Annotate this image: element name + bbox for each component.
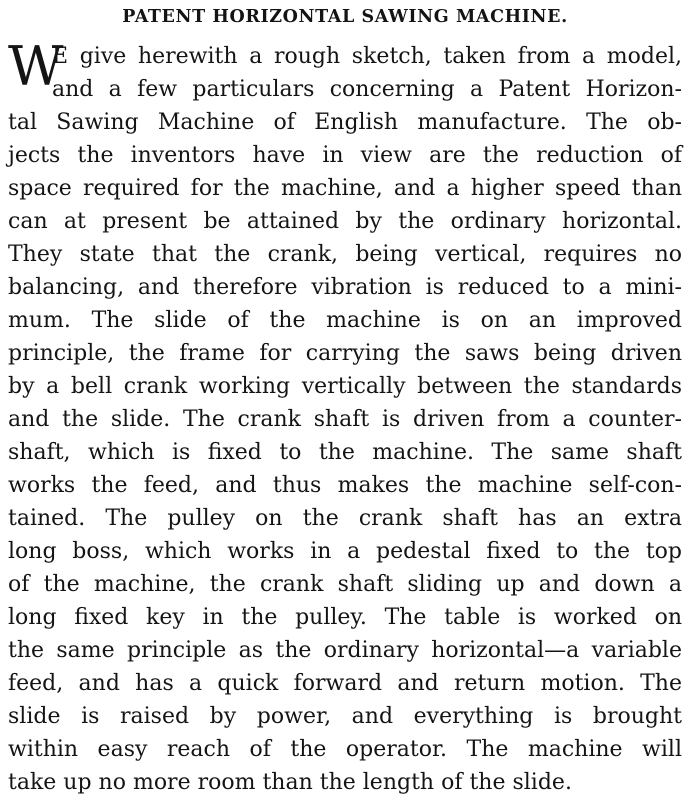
body-line: space required for the machine, and a higher speed than — [8, 176, 682, 201]
body-line: and a few particulars concerning a Patent Horizon- — [52, 77, 682, 102]
body-line: shaft, which is fixed to the machine. The same shaft — [8, 440, 682, 465]
body-line: tained. The pulley on the crank shaft has an extra — [8, 506, 682, 531]
body-line: principle, the frame for carrying the saws being driven — [8, 341, 682, 366]
body-line: take up no more room than the length of the slide. — [8, 770, 572, 795]
body-line: the same principle as the ordinary horizontal—a variable — [8, 638, 682, 663]
drop-cap: W — [8, 35, 64, 98]
body-line: long fixed key in the pulley. The table is worked on — [8, 605, 682, 630]
body-line: and the slide. The crank shaft is driven from a counter- — [8, 407, 682, 432]
body-line: within easy reach of the operator. The machine will — [8, 737, 682, 762]
body-line: can at present be attained by the ordinary horizontal. — [8, 209, 682, 234]
body-line: mum. The slide of the machine is on an improved — [8, 308, 682, 333]
body-line: slide is raised by power, and everything is brought — [8, 704, 682, 729]
body-line: balancing, and therefore vibration is reduced to a mini- — [8, 275, 682, 300]
body-line: by a bell crank working vertically between the standards — [8, 374, 682, 399]
body-line: E give herewith a rough sketch, taken from a model, — [52, 44, 682, 69]
body-line: tal Sawing Machine of English manufacture. The ob- — [8, 110, 682, 135]
body-line: of the machine, the crank shaft sliding up and down a — [8, 572, 682, 597]
body-line: works the feed, and thus makes the machine self-con- — [8, 473, 682, 498]
body-line: long boss, which works in a pedestal fixed to the top — [8, 539, 682, 564]
body-line: feed, and has a quick forward and return motion. The — [8, 671, 682, 696]
body-line: jects the inventors have in view are the reduction of — [8, 143, 682, 168]
body-line: They state that the crank, being vertical, requires no — [8, 242, 682, 267]
article-title: PATENT HORIZONTAL SAWING MACHINE. — [122, 7, 568, 27]
